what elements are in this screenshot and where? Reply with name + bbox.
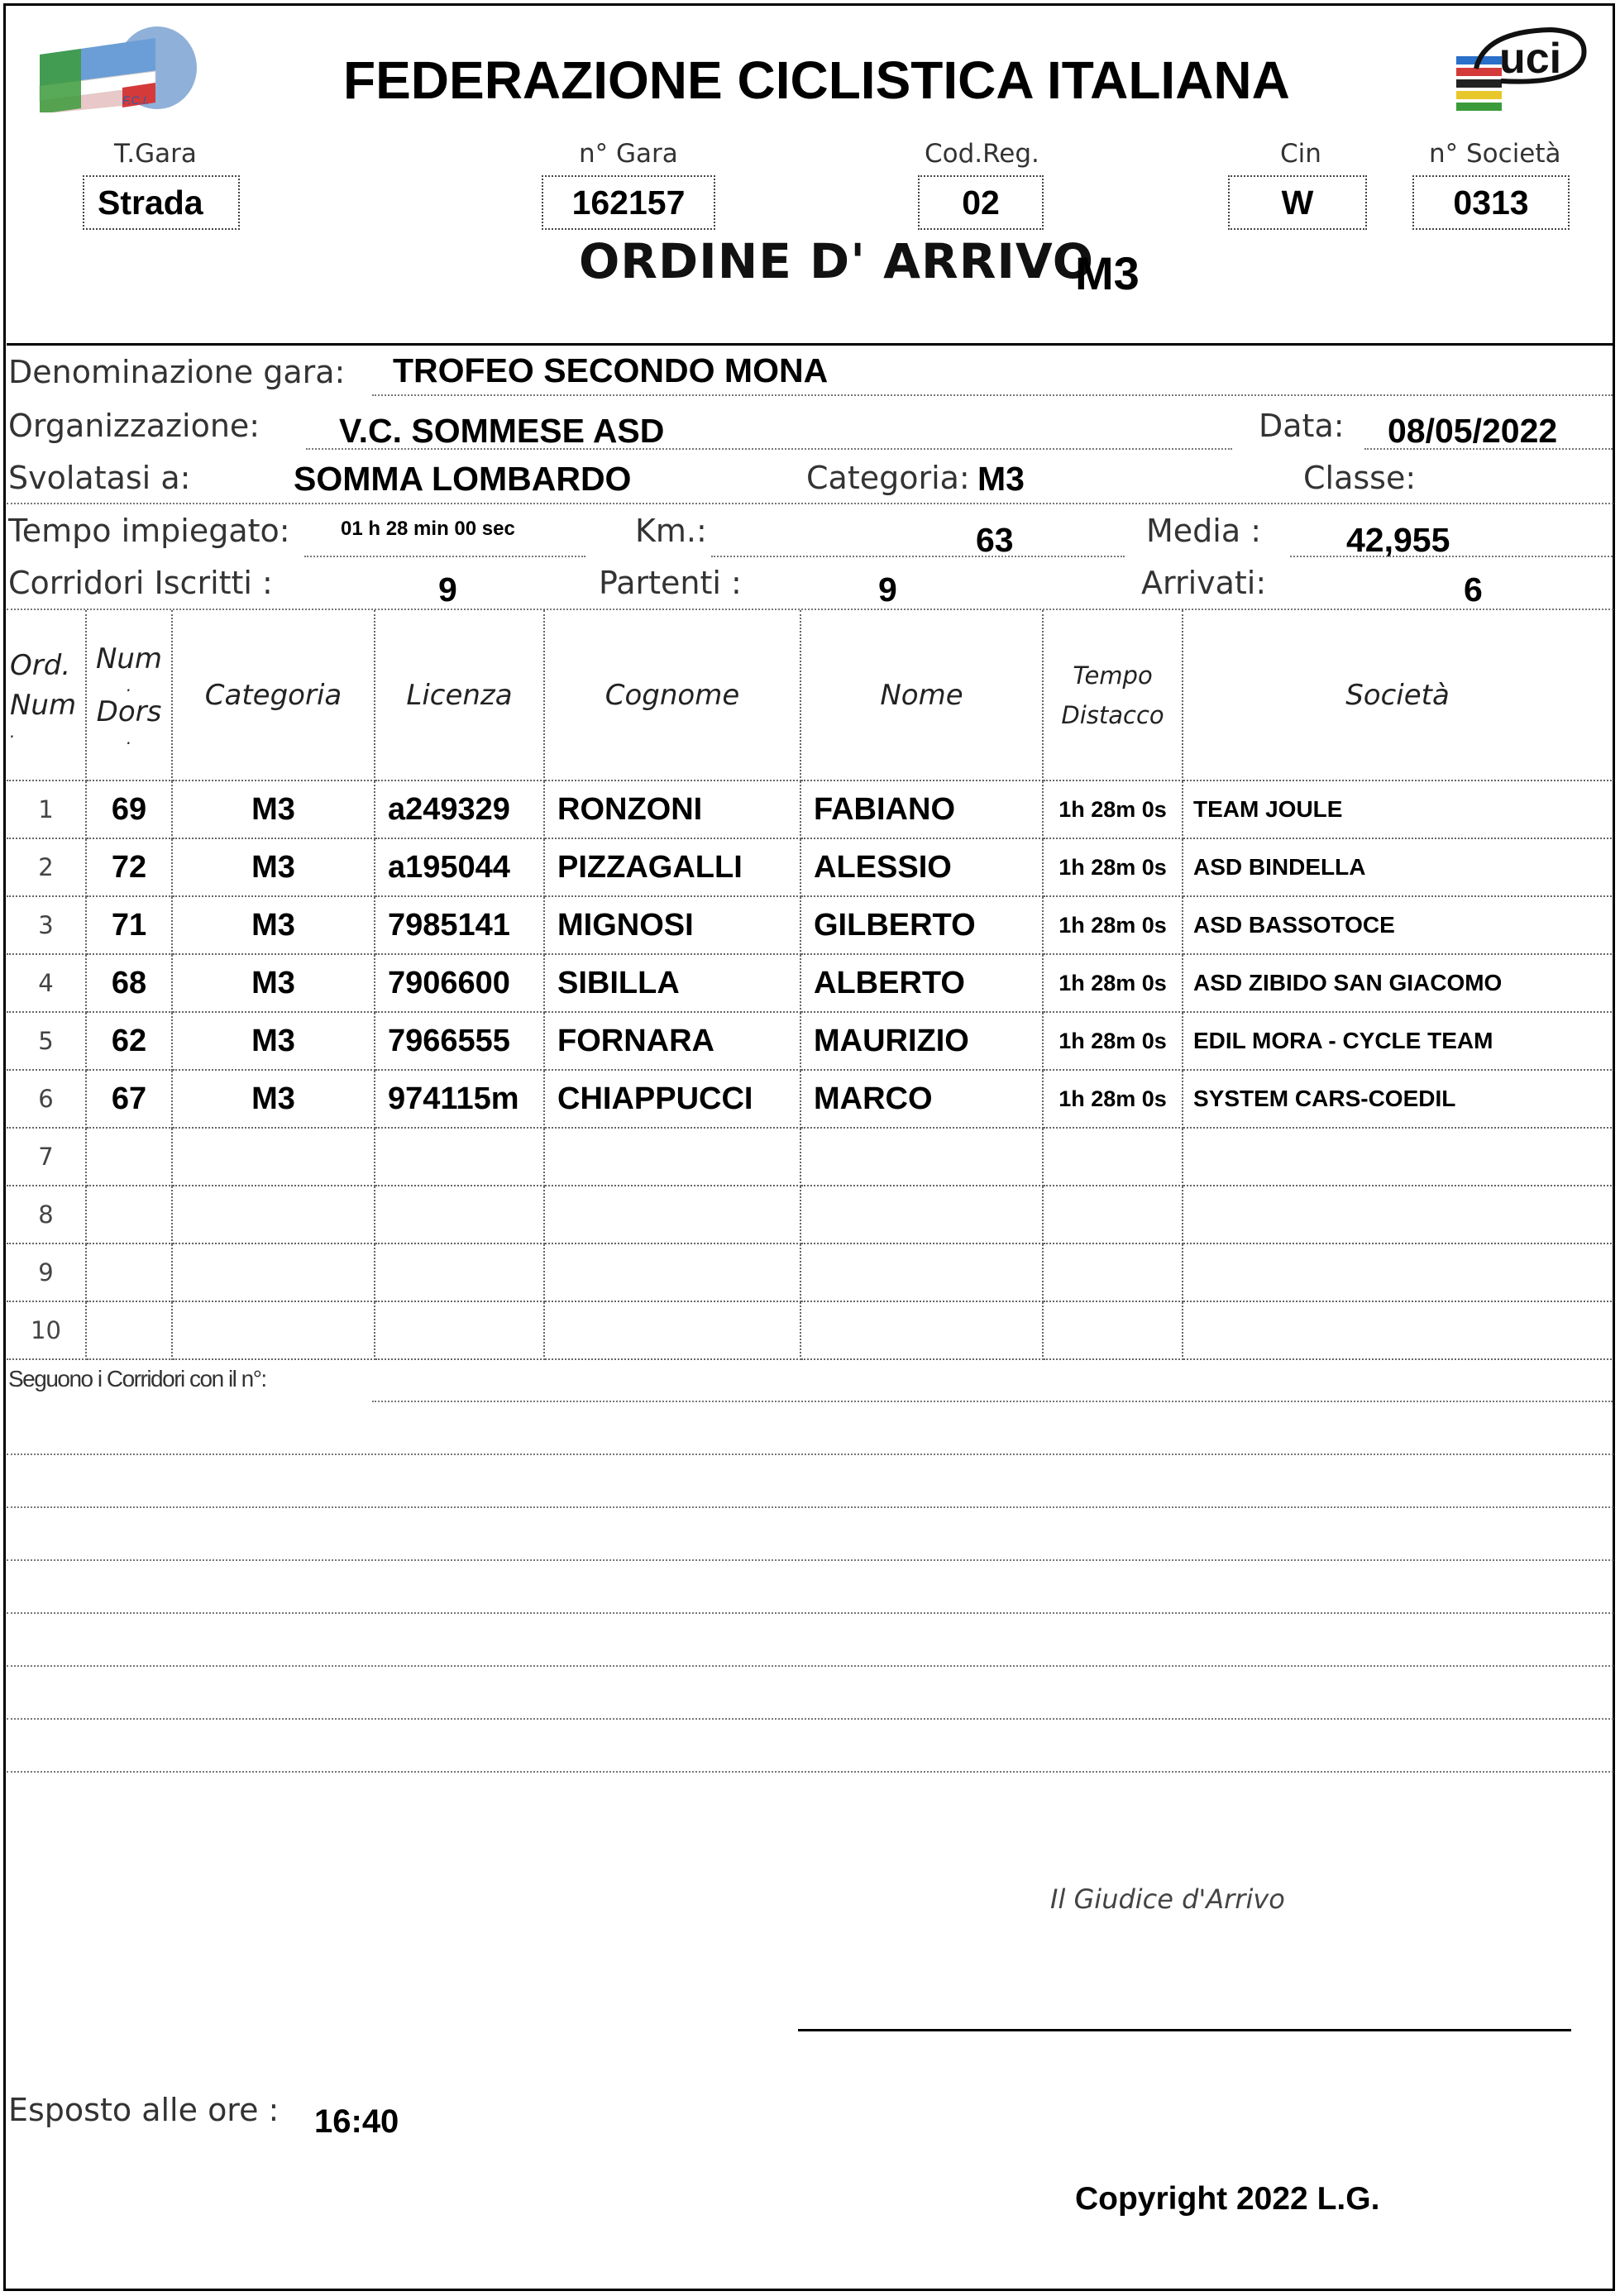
cin-label: Cin	[1280, 139, 1321, 169]
col-tempo: 1h 28m 0s	[1043, 896, 1183, 954]
col-tempo	[1043, 1243, 1183, 1301]
denominazione-label: Denominazione gara:	[8, 354, 346, 390]
col-cognome: PIZZAGALLI	[544, 838, 800, 896]
denominazione-value: TROFEO SECONDO MONA	[393, 351, 829, 389]
tgara-label: T.Gara	[114, 139, 197, 169]
col-nome	[800, 1243, 1043, 1301]
col-societa: EDIL MORA - CYCLE TEAM	[1183, 1012, 1612, 1070]
col-licenza: a195044	[375, 838, 544, 896]
col-societa: TEAM JOULE	[1183, 780, 1612, 838]
tempo-label: Tempo impiegato:	[8, 513, 290, 549]
table-row	[7, 1070, 1612, 1128]
header-societa: Società	[1183, 610, 1612, 780]
organizzazione-label: Organizzazione:	[8, 408, 260, 444]
svolatasi-value: SOMMA LOMBARDO	[294, 460, 632, 498]
giudice-label: Il Giudice d'Arrivo	[1050, 1883, 1285, 1915]
col-tempo	[1043, 1128, 1183, 1186]
col-ord: 4	[7, 954, 86, 1012]
col-cognome: CHIAPPUCCI	[544, 1070, 800, 1128]
col-categoria	[172, 1243, 375, 1301]
col-categoria	[172, 1128, 375, 1186]
esposto-value: 16:40	[314, 2103, 399, 2140]
col-tempo: 1h 28m 0s	[1043, 838, 1183, 896]
col-ord: 2	[7, 838, 86, 896]
codreg-label: Cod.Reg.	[925, 139, 1039, 169]
col-nome	[800, 1186, 1043, 1243]
col-num-dors	[86, 1128, 172, 1186]
col-tempo: 1h 28m 0s	[1043, 954, 1183, 1012]
col-categoria: M3	[172, 896, 375, 954]
classe-label: Classe:	[1303, 460, 1417, 496]
col-num-dors: 62	[86, 1012, 172, 1070]
col-num-dors: 72	[86, 838, 172, 896]
media-label: Media :	[1146, 513, 1262, 549]
col-cognome: FORNARA	[544, 1012, 800, 1070]
col-nome: FABIANO	[800, 780, 1043, 838]
col-societa: ASD BINDELLA	[1183, 838, 1612, 896]
seguono-label: Seguono i Corridori con il n°:	[8, 1366, 266, 1391]
col-ord: 6	[7, 1070, 86, 1128]
col-cognome: SIBILLA	[544, 954, 800, 1012]
col-num-dors: 69	[86, 780, 172, 838]
col-nome	[800, 1301, 1043, 1359]
table-row	[7, 954, 1612, 1012]
col-licenza: 7985141	[375, 896, 544, 954]
header-num-dors: Num . Dors .	[86, 610, 172, 780]
col-societa: ASD BASSOTOCE	[1183, 896, 1612, 954]
header-categoria: Categoria	[172, 610, 375, 780]
fci-logo	[31, 21, 201, 112]
col-categoria: M3	[172, 1070, 375, 1128]
col-nome: ALBERTO	[800, 954, 1043, 1012]
col-licenza	[375, 1301, 544, 1359]
results-table	[7, 610, 1612, 1360]
arrivati-label: Arrivati:	[1141, 565, 1267, 601]
col-societa	[1183, 1128, 1612, 1186]
col-cognome: MIGNOSI	[544, 896, 800, 954]
col-licenza	[375, 1186, 544, 1243]
col-nome	[800, 1128, 1043, 1186]
header-cognome: Cognome	[544, 610, 800, 780]
partenti-label: Partenti :	[599, 565, 742, 601]
iscritti-label: Corridori Iscritti :	[8, 565, 273, 601]
federation-title: FEDERAZIONE CICLISTICA ITALIANA	[343, 50, 1290, 110]
col-tempo	[1043, 1186, 1183, 1243]
col-cognome	[544, 1301, 800, 1359]
tempo-value: 01 h 28 min 00 sec	[341, 518, 515, 540]
doc-title-category: M3	[1075, 247, 1140, 299]
table-row	[7, 1301, 1612, 1359]
col-ord: 10	[7, 1301, 86, 1359]
table-row	[7, 838, 1612, 896]
col-societa: SYSTEM CARS-COEDIL	[1183, 1070, 1612, 1128]
table-row	[7, 1243, 1612, 1301]
table-row	[7, 1186, 1612, 1243]
table-header-row	[7, 610, 1612, 780]
header-tempo-distacco: Tempo Distacco	[1043, 610, 1183, 780]
col-licenza	[375, 1128, 544, 1186]
ngara-value: 162157	[542, 175, 715, 230]
col-ord: 3	[7, 896, 86, 954]
partenti-value: 9	[878, 570, 897, 609]
col-num-dors	[86, 1301, 172, 1359]
categoria-label: Categoria:	[806, 460, 970, 496]
col-num-dors: 67	[86, 1070, 172, 1128]
col-societa	[1183, 1186, 1612, 1243]
table-row	[7, 896, 1612, 954]
codreg-value: 02	[918, 175, 1044, 230]
col-categoria: M3	[172, 780, 375, 838]
col-licenza: 974115m	[375, 1070, 544, 1128]
arrivati-value: 6	[1464, 570, 1483, 609]
col-cognome	[544, 1186, 800, 1243]
col-cognome: RONZONI	[544, 780, 800, 838]
col-nome: GILBERTO	[800, 896, 1043, 954]
col-societa: ASD ZIBIDO SAN GIACOMO	[1183, 954, 1612, 1012]
col-societa	[1183, 1243, 1612, 1301]
col-tempo: 1h 28m 0s	[1043, 1012, 1183, 1070]
col-licenza: 7966555	[375, 1012, 544, 1070]
signature-line	[798, 2029, 1571, 2031]
col-categoria: M3	[172, 838, 375, 896]
fci-logo-text: F.C.I.	[122, 93, 150, 107]
col-societa	[1183, 1301, 1612, 1359]
table-row	[7, 1128, 1612, 1186]
km-value: 63	[976, 521, 1014, 559]
doc-title: ORDINE D' ARRIVO	[579, 233, 1095, 289]
esposto-label: Esposto alle ore :	[8, 2092, 280, 2128]
col-num-dors	[86, 1186, 172, 1243]
ngara-label: n° Gara	[579, 139, 678, 169]
col-tempo: 1h 28m 0s	[1043, 1070, 1183, 1128]
nsocieta-value: 0313	[1412, 175, 1570, 230]
data-value: 08/05/2022	[1388, 412, 1558, 450]
km-label: Km.:	[635, 513, 707, 549]
col-licenza	[375, 1243, 544, 1301]
col-num-dors	[86, 1243, 172, 1301]
col-categoria	[172, 1301, 375, 1359]
col-cognome	[544, 1128, 800, 1186]
col-num-dors: 68	[86, 954, 172, 1012]
col-ord: 1	[7, 780, 86, 838]
divider	[7, 343, 1613, 346]
col-ord: 5	[7, 1012, 86, 1070]
header-licenza: Licenza	[375, 610, 544, 780]
col-ord: 9	[7, 1243, 86, 1301]
header-nome: Nome	[800, 610, 1043, 780]
iscritti-value: 9	[438, 570, 457, 609]
col-tempo	[1043, 1301, 1183, 1359]
copyright: Copyright 2022 L.G.	[1075, 2181, 1380, 2217]
col-tempo: 1h 28m 0s	[1043, 780, 1183, 838]
media-value: 42,955	[1346, 521, 1450, 559]
cin-value: W	[1228, 175, 1367, 230]
col-cognome	[544, 1243, 800, 1301]
col-categoria	[172, 1186, 375, 1243]
col-ord: 8	[7, 1186, 86, 1243]
nsocieta-label: n° Società	[1429, 139, 1561, 169]
col-num-dors: 71	[86, 896, 172, 954]
col-categoria: M3	[172, 954, 375, 1012]
col-nome: ALESSIO	[800, 838, 1043, 896]
col-nome: MARCO	[800, 1070, 1043, 1128]
tgara-value: Strada	[83, 175, 240, 230]
col-licenza: 7906600	[375, 954, 544, 1012]
header-ord: Ord. Num .	[7, 610, 86, 780]
col-nome: MAURIZIO	[800, 1012, 1043, 1070]
categoria-value: M3	[977, 460, 1025, 498]
table-row	[7, 1012, 1612, 1070]
table-row	[7, 780, 1612, 838]
data-label: Data:	[1259, 408, 1345, 444]
col-ord: 7	[7, 1128, 86, 1186]
svolatasi-label: Svolatasi a:	[8, 460, 191, 496]
uci-logo-text: uci	[1499, 35, 1562, 83]
uci-logo	[1451, 23, 1592, 114]
col-licenza: a249329	[375, 780, 544, 838]
organizzazione-value: V.C. SOMMESE ASD	[339, 412, 665, 450]
col-categoria: M3	[172, 1012, 375, 1070]
